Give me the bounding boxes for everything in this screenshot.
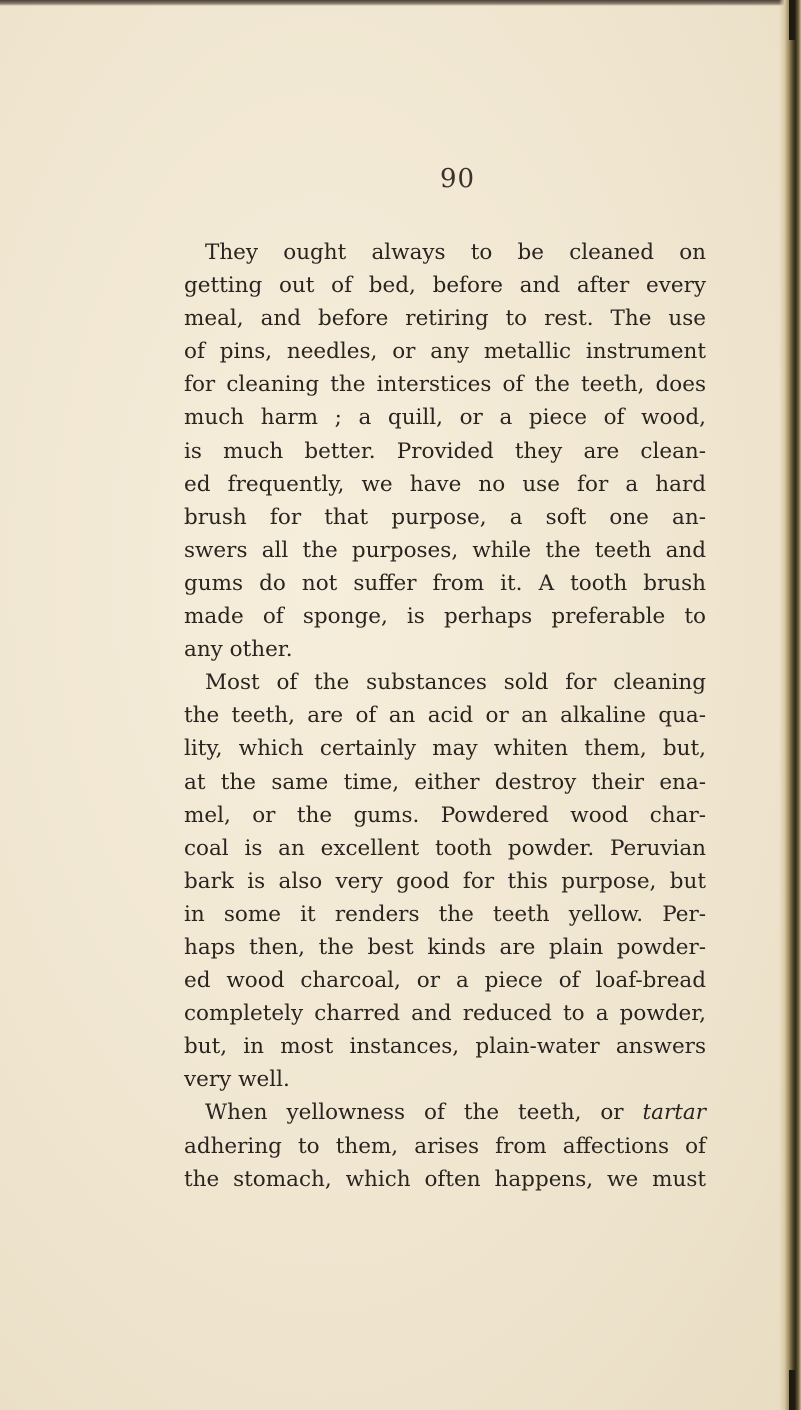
text-line: adhering to them, arises from affections of: [184, 1133, 706, 1159]
text-line: very well.: [184, 1067, 290, 1093]
text-line: any other.: [184, 637, 293, 663]
text-line: for cleaning the interstices of the teeth, does: [184, 372, 706, 398]
text-line: made of sponge, is perhaps preferable to: [184, 604, 706, 630]
text-line: the stomach, which often happens, we must: [184, 1166, 706, 1192]
text-line: of pins, needles, or any metallic instrument: [184, 339, 706, 365]
text-line: the teeth, are of an acid or an alkaline qua-: [184, 703, 706, 729]
spine-shadow-mark: [789, 1370, 795, 1410]
page-top-edge: [0, 0, 801, 6]
spine-shadow-mark: [789, 0, 795, 40]
page-number: 90: [440, 164, 476, 194]
text-line: They ought always to be cleaned on: [205, 240, 706, 265]
text-line: lity, which certainly may whiten them, but,: [184, 736, 706, 762]
book-spine-edge: [779, 0, 801, 1410]
text-line: completely charred and reduced to a powder,: [184, 1001, 706, 1027]
text-line: at the same time, either destroy their ena-: [184, 769, 706, 795]
text-line: getting out of bed, before and after every: [184, 273, 706, 299]
text-line: in some it renders the teeth yellow. Per-: [184, 901, 706, 927]
body-text: [184, 236, 706, 1196]
text-line: swers all the purposes, while the teeth and: [184, 537, 706, 563]
text-line: is much better. Provided they are clean-: [184, 438, 706, 464]
text-line: bark is also very good for this purpose, but: [184, 868, 706, 894]
text-line: ed frequently, we have no use for a hard: [184, 471, 706, 497]
text-line: but, in most instances, plain-water answers: [184, 1034, 706, 1060]
text-line: [184, 1096, 706, 1129]
text-line: gums do not suffer from it. A tooth brush: [184, 570, 706, 596]
text-line: Most of the substances sold for cleaning: [205, 670, 706, 696]
text-line: ed wood charcoal, or a piece of loaf-bread: [184, 968, 706, 994]
text-line: haps then, the best kinds are plain powder-: [184, 934, 706, 960]
italic-term: tartar: [642, 1100, 706, 1126]
text-line: coal is an excellent tooth powder. Peruvian: [184, 835, 706, 861]
text-line: meal, and before retiring to rest. The use: [184, 306, 706, 332]
text-line: mel, or the gums. Powdered wood char-: [184, 802, 706, 828]
text-segment: When yellowness of the teeth, or: [205, 1100, 643, 1126]
text-line: brush for that purpose, a soft one an-: [184, 504, 706, 530]
text-line: much harm ; a quill, or a piece of wood,: [184, 405, 706, 431]
